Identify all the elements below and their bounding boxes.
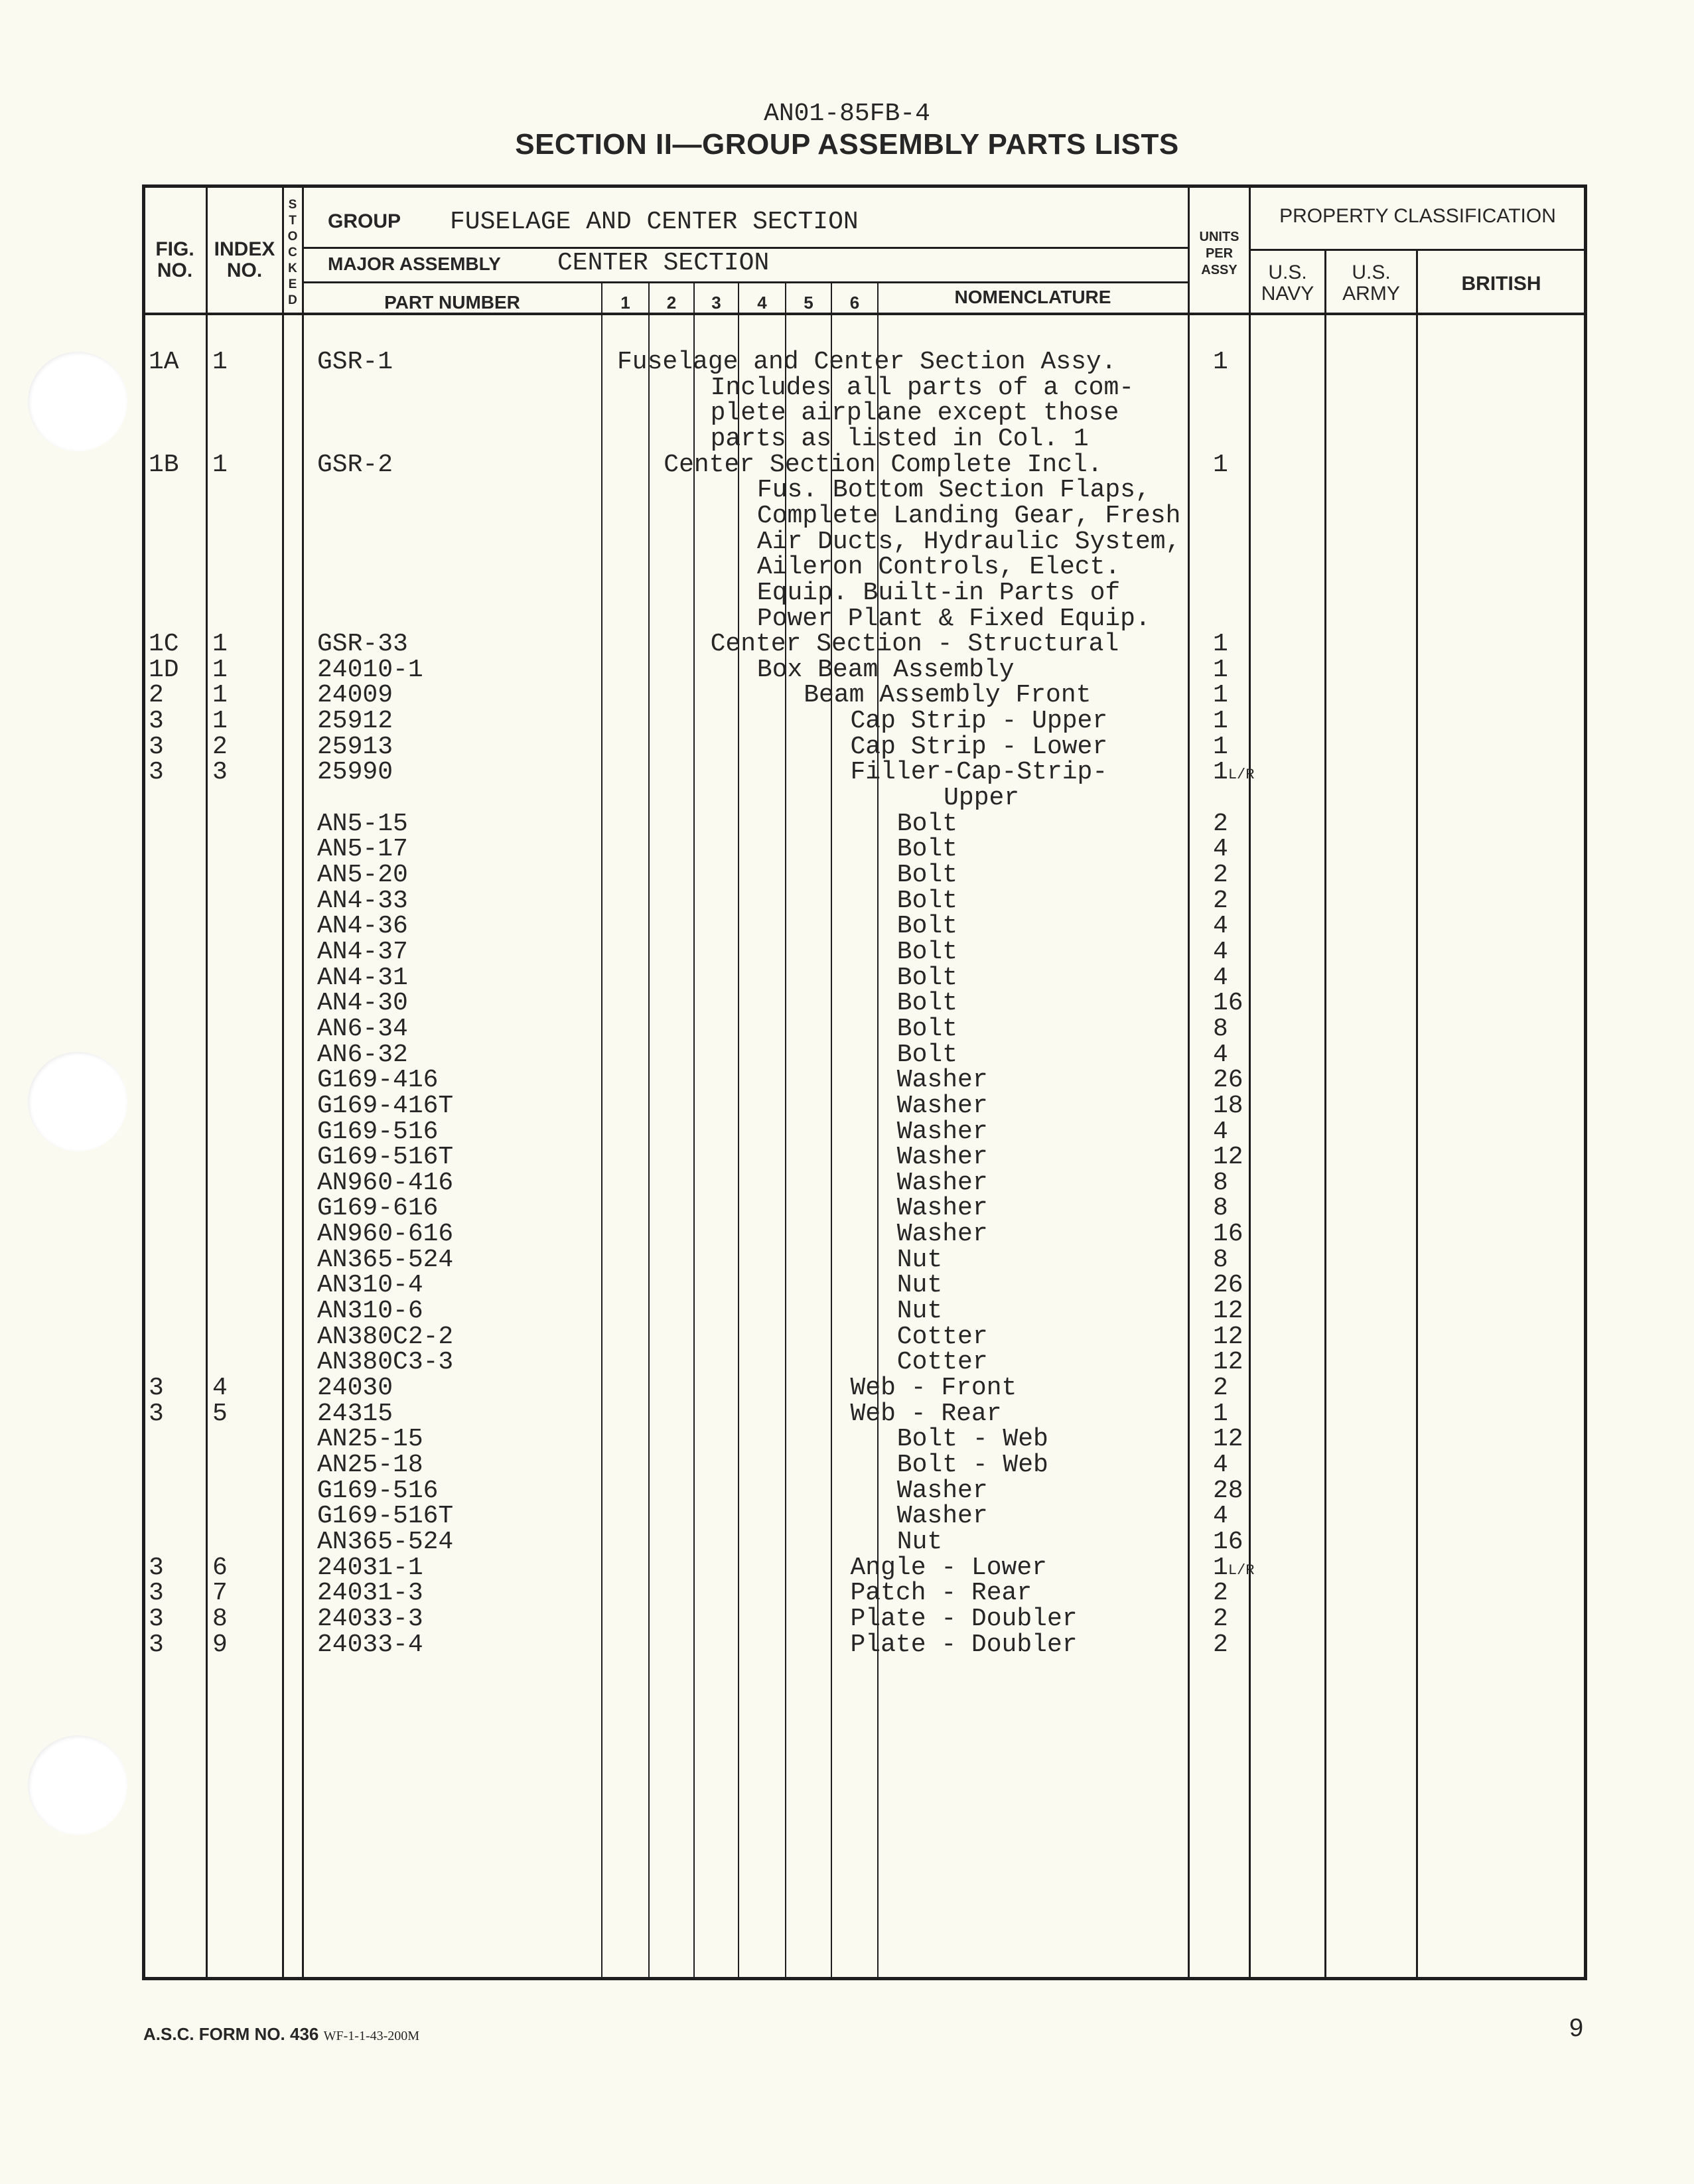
units-per-assy: 1 — [1213, 348, 1228, 376]
part-number: 24030 — [317, 1374, 393, 1402]
units-per-assy: 2 — [1213, 861, 1228, 889]
british-header: BRITISH — [1461, 273, 1541, 295]
nomenclature: Washer — [896, 1476, 988, 1505]
nomenclature: Patch - Rear — [850, 1579, 1032, 1608]
nomenclature: parts as listed in Col. 1 — [710, 424, 1089, 453]
part-number: 25913 — [317, 732, 393, 761]
units-per-assy-header — [1189, 229, 1249, 279]
binder-hole — [28, 352, 127, 451]
nomenclature: Filler-Cap-Strip- — [850, 758, 1108, 787]
part-number: 24033-3 — [317, 1604, 423, 1633]
part-number: G169-416 — [317, 1066, 439, 1095]
units-per-assy: 1 — [1213, 1399, 1228, 1428]
units-per-assy: 1 — [1213, 707, 1228, 736]
part-number: 24009 — [317, 681, 393, 710]
nomenclature: Bolt — [896, 1040, 958, 1069]
part-number: G169-416T — [317, 1091, 454, 1120]
nomenclature: Nut — [896, 1527, 943, 1556]
major-assembly-label: MAJOR ASSEMBLY — [328, 254, 501, 274]
major-assembly-value: CENTER SECTION — [557, 249, 770, 277]
units-per-assy: 4 — [1213, 1450, 1228, 1479]
index-no: 1 — [212, 707, 228, 736]
stocked-letter: C — [288, 246, 297, 259]
part-number: AN4-37 — [317, 937, 408, 966]
units-per-assy: 8 — [1213, 1194, 1228, 1223]
group-value: FUSELAGE AND CENTER SECTION — [450, 208, 859, 236]
nomenclature: Complete Landing Gear, Fresh — [756, 501, 1181, 530]
nomenclature: Cap Strip - Upper — [850, 707, 1108, 736]
nomenclature: Cotter — [896, 1322, 988, 1351]
part-number: AN4-31 — [317, 963, 408, 992]
section-title: SECTION II—GROUP ASSEMBLY PARTS LISTS — [515, 128, 1179, 161]
part-number: AN960-416 — [317, 1168, 454, 1197]
part-number: G169-516 — [317, 1476, 439, 1505]
stocked-letter: T — [289, 214, 297, 228]
part-number: G169-516 — [317, 1117, 439, 1146]
stocked-letter: K — [288, 261, 297, 275]
fig-no: 2 — [149, 681, 164, 710]
nomenclature: Web - Rear — [850, 1399, 1002, 1428]
nomenclature: Bolt — [896, 963, 958, 992]
units-per-assy: 1L/R — [1213, 1553, 1255, 1582]
nomenclature: Nut — [896, 1297, 943, 1326]
units-per-assy: 4 — [1213, 1502, 1228, 1531]
part-number: 25912 — [317, 707, 393, 736]
us-label: U.S. — [1268, 261, 1307, 283]
nomenclature: Nut — [896, 1271, 943, 1300]
nomenclature: Bolt — [896, 989, 958, 1018]
nomenclature: Nut — [896, 1245, 943, 1274]
fig-no: 1C — [149, 630, 179, 659]
index-no: 1 — [212, 630, 228, 659]
part-number: GSR-33 — [317, 630, 408, 659]
part-number: 24031-3 — [317, 1579, 423, 1608]
fig-no: 3 — [149, 1399, 164, 1428]
us-navy-header — [1250, 262, 1325, 305]
us-army-header — [1326, 262, 1417, 305]
units-per-assy: 2 — [1213, 809, 1228, 838]
fig-no-header — [143, 239, 206, 281]
nomenclature: Washer — [896, 1091, 988, 1120]
nomenclature: Power Plant & Fixed Equip. — [756, 604, 1151, 633]
nomenclature: Washer — [896, 1194, 988, 1223]
fig-no: 3 — [149, 758, 164, 787]
units-per-assy: 4 — [1213, 937, 1228, 966]
no-label: NO. — [226, 259, 263, 281]
group-label: GROUP — [328, 210, 401, 232]
nomenclature: Center Section - Structural — [710, 630, 1119, 659]
page-number: 9 — [1569, 2014, 1584, 2042]
part-number: AN4-33 — [317, 886, 408, 915]
nomenclature: Bolt — [896, 861, 958, 889]
stocked-letter: E — [288, 277, 297, 291]
part-number: 25990 — [317, 758, 393, 787]
units-per-assy: 4 — [1213, 1117, 1228, 1146]
fig-no: 1D — [149, 655, 179, 684]
nomenclature: Includes all parts of a com- — [710, 373, 1135, 402]
units-per-assy: 8 — [1213, 1168, 1228, 1197]
part-number: G169-616 — [317, 1194, 439, 1223]
units-per-assy: 1 — [1213, 630, 1228, 659]
nomenclature: Center Section Complete Incl. — [664, 450, 1103, 479]
index-no-header — [206, 239, 283, 281]
units-per-assy: 2 — [1213, 886, 1228, 915]
nomenclature: Angle - Lower — [850, 1553, 1047, 1582]
index-no: 1 — [212, 681, 228, 710]
units-per-assy: 1 — [1213, 681, 1228, 710]
part-number: GSR-2 — [317, 450, 393, 479]
fig-label: FIG. — [155, 238, 194, 260]
index-no: 7 — [212, 1579, 228, 1608]
indent-col-6: 6 — [849, 293, 860, 313]
units-per-assy: 12 — [1213, 1143, 1243, 1172]
units-per-assy: 18 — [1213, 1091, 1243, 1120]
units-per-assy: 2 — [1213, 1374, 1228, 1402]
nomenclature: Bolt — [896, 912, 958, 941]
index-no: 4 — [212, 1374, 228, 1402]
units-per-assy: 12 — [1213, 1297, 1243, 1326]
index-no: 1 — [212, 655, 228, 684]
units-per-assy: 16 — [1213, 989, 1243, 1018]
units-suffix: L/R — [1228, 766, 1255, 784]
indent-col-3: 3 — [711, 293, 721, 313]
units-per-assy: 8 — [1213, 1245, 1228, 1274]
fig-no: 3 — [149, 1604, 164, 1633]
part-number: AN25-18 — [317, 1450, 423, 1479]
nomenclature: Bolt - Web — [896, 1425, 1048, 1454]
units-label: UNITS — [1199, 230, 1239, 244]
part-number: 24010-1 — [317, 655, 423, 684]
index-no: 6 — [212, 1553, 228, 1582]
fig-no: 3 — [149, 1630, 164, 1659]
part-number: AN5-17 — [317, 835, 408, 864]
part-number: 24033-4 — [317, 1630, 423, 1659]
index-no: 8 — [212, 1604, 228, 1633]
part-number: 24315 — [317, 1399, 393, 1428]
index-label: INDEX — [214, 238, 275, 260]
part-number: AN380C3-3 — [317, 1348, 454, 1377]
navy-label: NAVY — [1261, 283, 1314, 305]
indent-col-1: 1 — [620, 293, 630, 313]
units-per-assy: 4 — [1213, 1040, 1228, 1069]
nomenclature: Bolt — [896, 886, 958, 915]
units-per-assy: 1 — [1213, 450, 1228, 479]
nomenclature: Air Ducts, Hydraulic System, — [756, 527, 1181, 556]
part-number: 24031-1 — [317, 1553, 423, 1582]
nomenclature: Aileron Controls, Elect. — [756, 553, 1121, 582]
units-per-assy: 2 — [1213, 1630, 1228, 1659]
fig-no: 3 — [149, 1553, 164, 1582]
units-per-assy: 12 — [1213, 1425, 1243, 1454]
index-no: 5 — [212, 1399, 228, 1428]
units-per-assy: 4 — [1213, 835, 1228, 864]
nomenclature: Washer — [896, 1220, 988, 1249]
fig-no: 3 — [149, 707, 164, 736]
units-per-assy: 28 — [1213, 1476, 1243, 1505]
nomenclature: Washer — [896, 1168, 988, 1197]
nomenclature: Washer — [896, 1502, 988, 1531]
part-number-header: PART NUMBER — [384, 292, 520, 313]
part-number: AN365-524 — [317, 1527, 454, 1556]
part-number: GSR-1 — [317, 348, 393, 376]
units-per-assy: 12 — [1213, 1348, 1243, 1377]
part-number: AN5-20 — [317, 861, 408, 889]
part-number: AN4-30 — [317, 989, 408, 1018]
part-number: AN25-15 — [317, 1425, 423, 1454]
index-no: 1 — [212, 348, 228, 376]
nomenclature: Fuselage and Center Section Assy. — [617, 348, 1117, 376]
units-per-assy: 16 — [1213, 1220, 1243, 1249]
part-number: AN960-616 — [317, 1220, 454, 1249]
no-label: NO. — [157, 259, 193, 281]
nomenclature: Cap Strip - Lower — [850, 732, 1108, 761]
part-number: G169-516T — [317, 1143, 454, 1172]
units-per-assy: 26 — [1213, 1271, 1243, 1300]
form-number — [143, 2024, 419, 2045]
nomenclature: Plate - Doubler — [850, 1604, 1078, 1633]
part-number: AN365-524 — [317, 1245, 454, 1274]
form-label: A.S.C. FORM NO. 436 — [143, 2024, 319, 2044]
index-no: 3 — [212, 758, 228, 787]
binder-hole — [28, 1735, 127, 1835]
indent-col-5: 5 — [804, 293, 813, 313]
nomenclature: Washer — [896, 1143, 988, 1172]
fig-no: 1B — [149, 450, 179, 479]
us-label: U.S. — [1352, 261, 1391, 283]
nomenclature: Cotter — [896, 1348, 988, 1377]
index-no: 2 — [212, 732, 228, 761]
per-label: PER — [1205, 246, 1234, 261]
fig-no: 3 — [149, 732, 164, 761]
part-number: AN6-34 — [317, 1014, 408, 1043]
nomenclature: Washer — [896, 1066, 988, 1095]
units-per-assy: 2 — [1213, 1579, 1228, 1608]
part-number: AN310-4 — [317, 1271, 423, 1300]
part-number: AN310-6 — [317, 1297, 423, 1326]
nomenclature: Bolt — [896, 835, 958, 864]
units-per-assy: 2 — [1213, 1604, 1228, 1633]
units-per-assy: 1 — [1213, 655, 1228, 684]
units-per-assy: 16 — [1213, 1527, 1243, 1556]
units-suffix: L/R — [1228, 1562, 1255, 1579]
units-per-assy: 4 — [1213, 912, 1228, 941]
nomenclature: Beam Assembly Front — [804, 681, 1092, 710]
part-number: G169-516T — [317, 1502, 454, 1531]
nomenclature: plete airplane except those — [710, 399, 1119, 428]
stocked-letter: D — [288, 293, 297, 307]
fig-no: 3 — [149, 1374, 164, 1402]
nomenclature: Bolt - Web — [896, 1450, 1048, 1479]
nomenclature: Washer — [896, 1117, 988, 1146]
nomenclature: Plate - Doubler — [850, 1630, 1078, 1659]
units-per-assy: 26 — [1213, 1066, 1243, 1095]
stocked-letter: S — [288, 198, 297, 212]
indent-col-4: 4 — [757, 293, 767, 313]
binder-hole — [28, 1052, 127, 1151]
units-per-assy: 4 — [1213, 963, 1228, 992]
part-number: AN5-15 — [317, 809, 408, 838]
property-classification-header: PROPERTY CLASSIFICATION — [1279, 205, 1556, 227]
nomenclature: Box Beam Assembly — [756, 655, 1015, 684]
stocked-letter: O — [287, 230, 298, 244]
fig-no: 3 — [149, 1579, 164, 1608]
nomenclature: Upper — [944, 784, 1020, 813]
nomenclature: Bolt — [896, 937, 958, 966]
fig-no: 1A — [149, 348, 179, 376]
nomenclature: Bolt — [896, 809, 958, 838]
army-label: ARMY — [1342, 283, 1400, 305]
indent-col-2: 2 — [666, 293, 677, 313]
units-per-assy: 12 — [1213, 1322, 1243, 1351]
print-code: WF-1-1-43-200M — [323, 2029, 420, 2043]
assy-label: ASSY — [1201, 263, 1237, 277]
nomenclature: Equip. Built-in Parts of — [756, 578, 1121, 607]
units-per-assy: 1 — [1213, 732, 1228, 761]
units-per-assy: 1L/R — [1213, 758, 1255, 787]
nomenclature: Bolt — [896, 1014, 958, 1043]
index-no: 9 — [212, 1630, 228, 1659]
nomenclature: Fus. Bottom Section Flaps, — [756, 476, 1151, 505]
nomenclature-header: NOMENCLATURE — [954, 287, 1111, 307]
part-number: AN4-36 — [317, 912, 408, 941]
units-per-assy: 8 — [1213, 1014, 1228, 1043]
document-id: AN01-85FB-4 — [764, 100, 930, 128]
nomenclature: Web - Front — [850, 1374, 1017, 1402]
part-number: AN380C2-2 — [317, 1322, 454, 1351]
part-number: AN6-32 — [317, 1040, 408, 1069]
index-no: 1 — [212, 450, 228, 479]
